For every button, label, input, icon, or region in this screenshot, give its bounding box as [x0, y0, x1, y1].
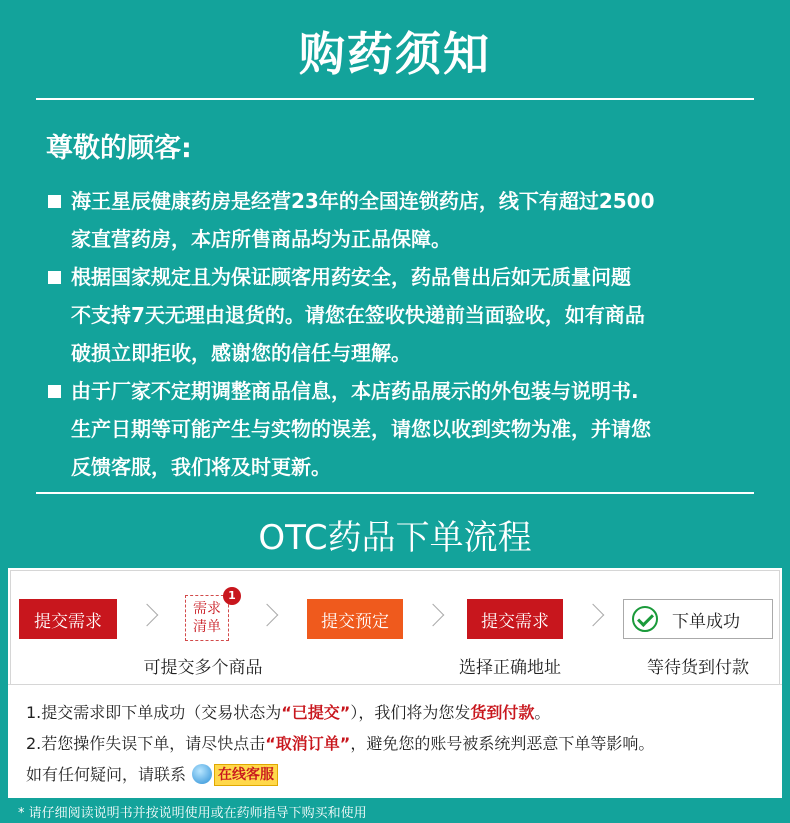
request-list-icon — [185, 595, 229, 641]
square-bullet-icon — [48, 271, 61, 284]
notice-line: 不支持7天无理由退货的。请您在签收快递前当面验收，如有商品 — [71, 303, 645, 327]
notice-list — [46, 182, 756, 486]
note-text: 。 — [534, 703, 551, 722]
customer-service-icon[interactable] — [192, 764, 212, 784]
chevron-right-icon — [422, 604, 445, 627]
check-circle-icon — [632, 606, 658, 632]
note-status-highlight: “已提交” — [281, 703, 351, 722]
note-payment-highlight: 货到付款 — [470, 703, 535, 722]
notice-item — [46, 372, 756, 486]
order-notes — [8, 684, 782, 794]
notice-line: 家直营药房，本店所售商品均为正品保障。 — [71, 227, 451, 251]
page-title: 购药须知 — [299, 27, 491, 81]
notice-line: 海王星辰健康药房是经营23年的全国连锁药店，线下有超过2500 — [71, 189, 655, 213]
online-service-button[interactable]: 在线客服 — [214, 764, 278, 786]
section-title: OTC药品下单流程 — [258, 518, 532, 558]
divider-top — [36, 98, 754, 100]
notice-line: 破损立即拒收，感谢您的信任与理解。 — [71, 341, 411, 365]
note-text: 2.若您操作失误下单，请尽快点击 — [26, 734, 266, 753]
square-bullet-icon — [48, 385, 61, 398]
flow-caption: 选择正确地址 — [459, 658, 561, 678]
order-flow-steps — [10, 570, 780, 684]
chevron-right-icon — [136, 604, 159, 627]
note-line-1 — [26, 697, 782, 728]
note-text: ），我们将为您发 — [350, 703, 471, 722]
note-text: ，避免您的账号被系统判恶意下单等影响。 — [350, 734, 655, 753]
notice-item — [46, 258, 756, 372]
step-order-success — [623, 599, 773, 639]
note-line-3 — [26, 759, 782, 790]
note-text: 1.提交需求即下单成功（交易状态为 — [26, 703, 282, 722]
step-submit-reservation: 提交预定 — [307, 599, 403, 639]
request-list-line2: 清单 — [193, 619, 221, 635]
note-cancel-highlight: “取消订单” — [265, 734, 351, 753]
step-submit-request-2: 提交需求 — [467, 599, 563, 639]
divider-middle — [36, 492, 754, 494]
square-bullet-icon — [48, 195, 61, 208]
step-submit-request: 提交需求 — [19, 599, 117, 639]
request-count-badge: 1 — [223, 587, 241, 605]
footer-disclaimer: * 请仔细阅读说明书并按说明使用或在药师指导下购买和使用 — [18, 806, 367, 821]
request-list-line1: 需求 — [193, 601, 221, 617]
chevron-right-icon — [256, 604, 279, 627]
flow-caption: 等待货到付款 — [647, 658, 749, 678]
notice-line: 根据国家规定且为保证顾客用药安全，药品售出后如无质量问题 — [71, 265, 631, 289]
notice-item — [46, 182, 756, 258]
note-line-2 — [26, 728, 782, 759]
chevron-right-icon — [582, 604, 605, 627]
flow-caption: 可提交多个商品 — [143, 658, 263, 678]
order-flow-panel — [8, 568, 782, 798]
step-order-success-label: 下单成功 — [672, 611, 740, 632]
greeting: 尊敬的顾客: — [46, 133, 192, 164]
notice-line: 反馈客服，我们将及时更新。 — [71, 455, 331, 479]
notice-line: 生产日期等可能产生与实物的误差，请您以收到实物为准，并请您 — [71, 417, 651, 441]
notice-line: 由于厂家不定期调整商品信息，本店药品展示的外包装与说明书. — [71, 379, 639, 403]
note-text: 如有任何疑问，请联系 — [26, 765, 187, 784]
